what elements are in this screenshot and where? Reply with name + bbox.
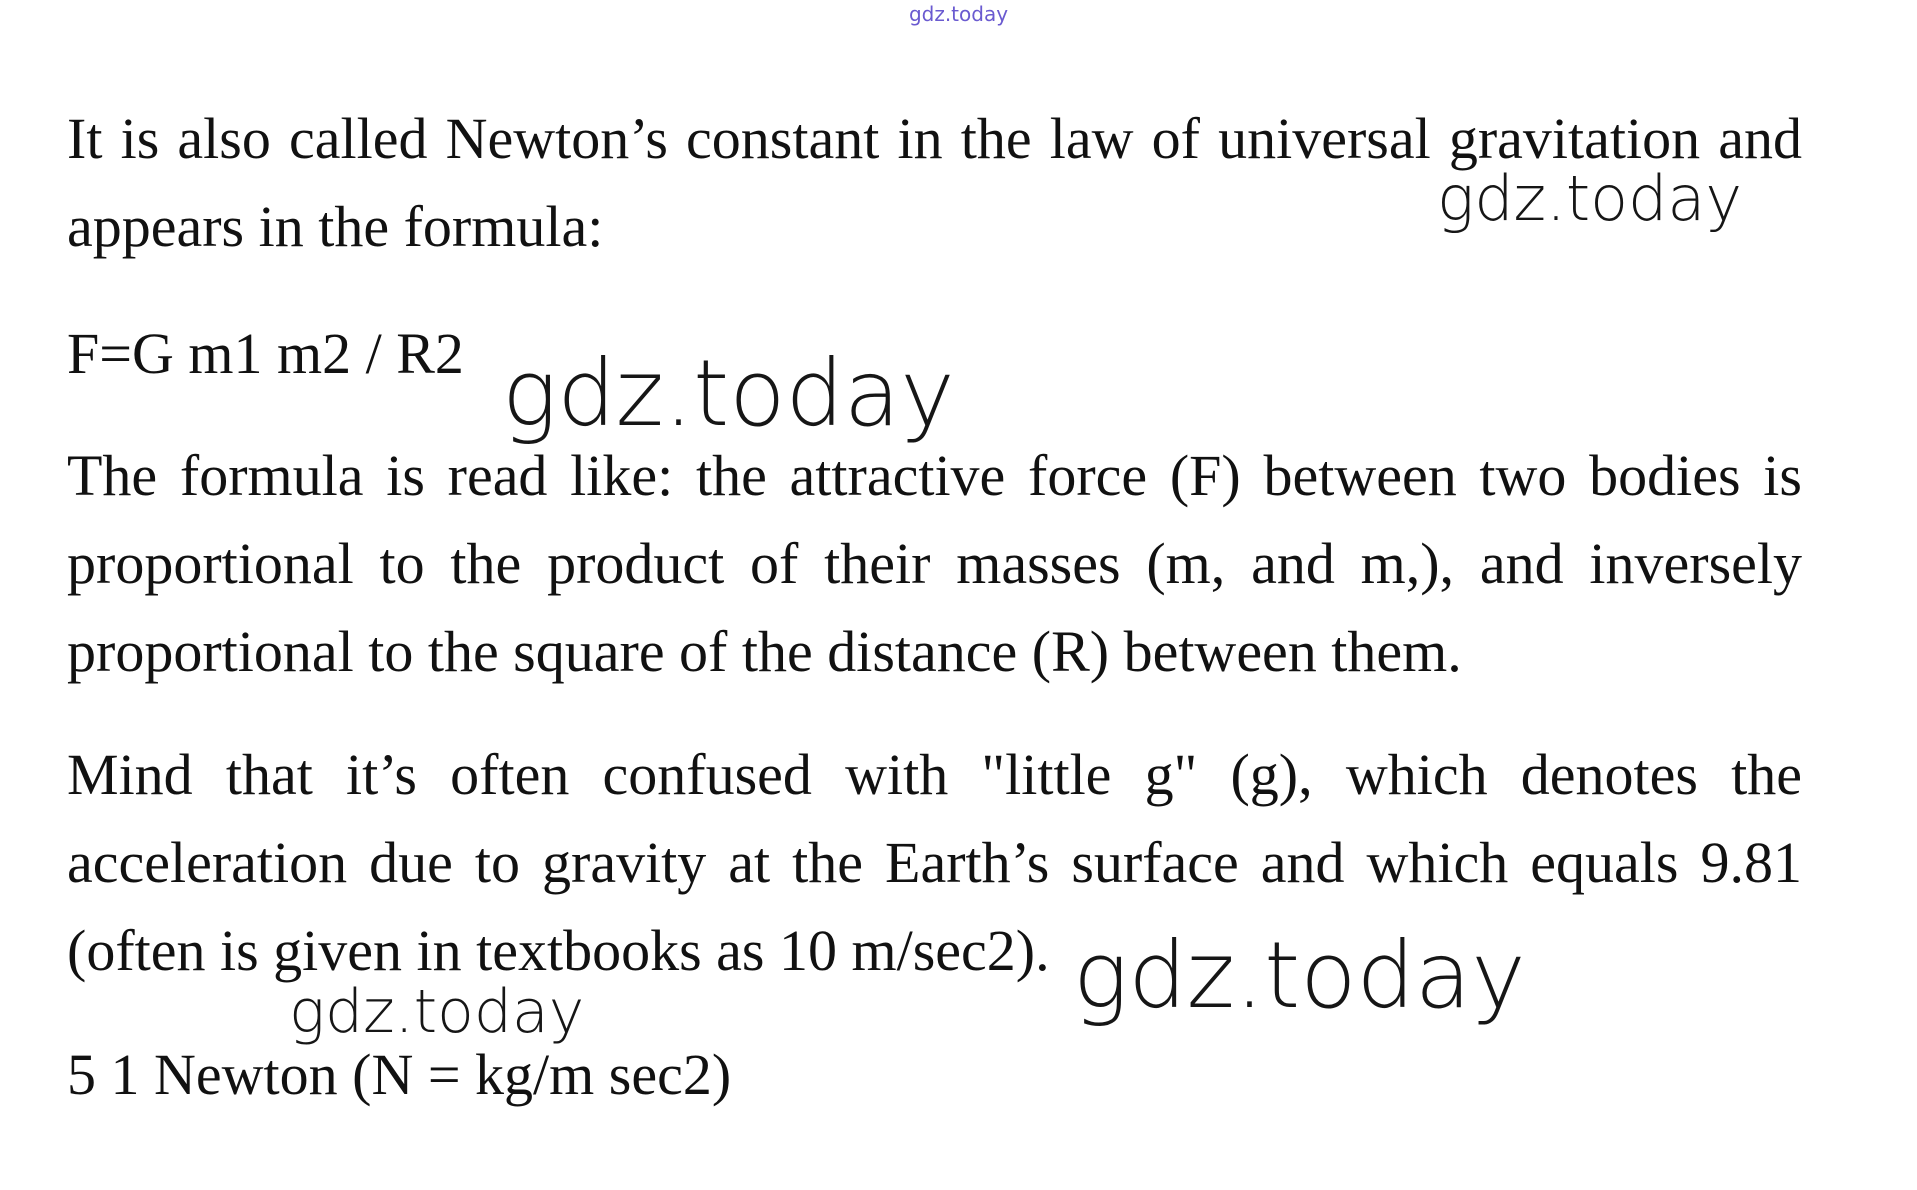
paragraph-gravitational-constant: It is also called Newton’s constant in the law of universal gravitation and appears in the formula: — [67, 106, 1802, 259]
watermark-middle-right: gdz.today — [1073, 922, 1526, 1029]
formula-line: F=G m1 m2 / R2 — [67, 321, 464, 386]
watermark-lower-left: gdz.today — [289, 977, 585, 1047]
watermark-top-right: gdz.today — [1437, 162, 1743, 235]
paragraph-formula-explanation: The formula is read like: the attractive force (F) between two bodies is proportional to the product of their masses (m, and m,), and inversely proportional to the square of the distance (R) between them. — [67, 443, 1802, 684]
paragraph-newton-unit: 5 1 Newton (N = kg/m sec2) — [67, 1042, 732, 1107]
watermark-under-formula: gdz.today — [502, 340, 955, 447]
paragraph-little-g: Mind that it’s often confused with "little g" (g), which denotes the acceleration due to gravity at the Earth’s surface and which equals 9.81 (often is given in textbooks as 10 m/sec2). — [67, 742, 1802, 983]
header-watermark: gdz.today — [908, 2, 1009, 26]
